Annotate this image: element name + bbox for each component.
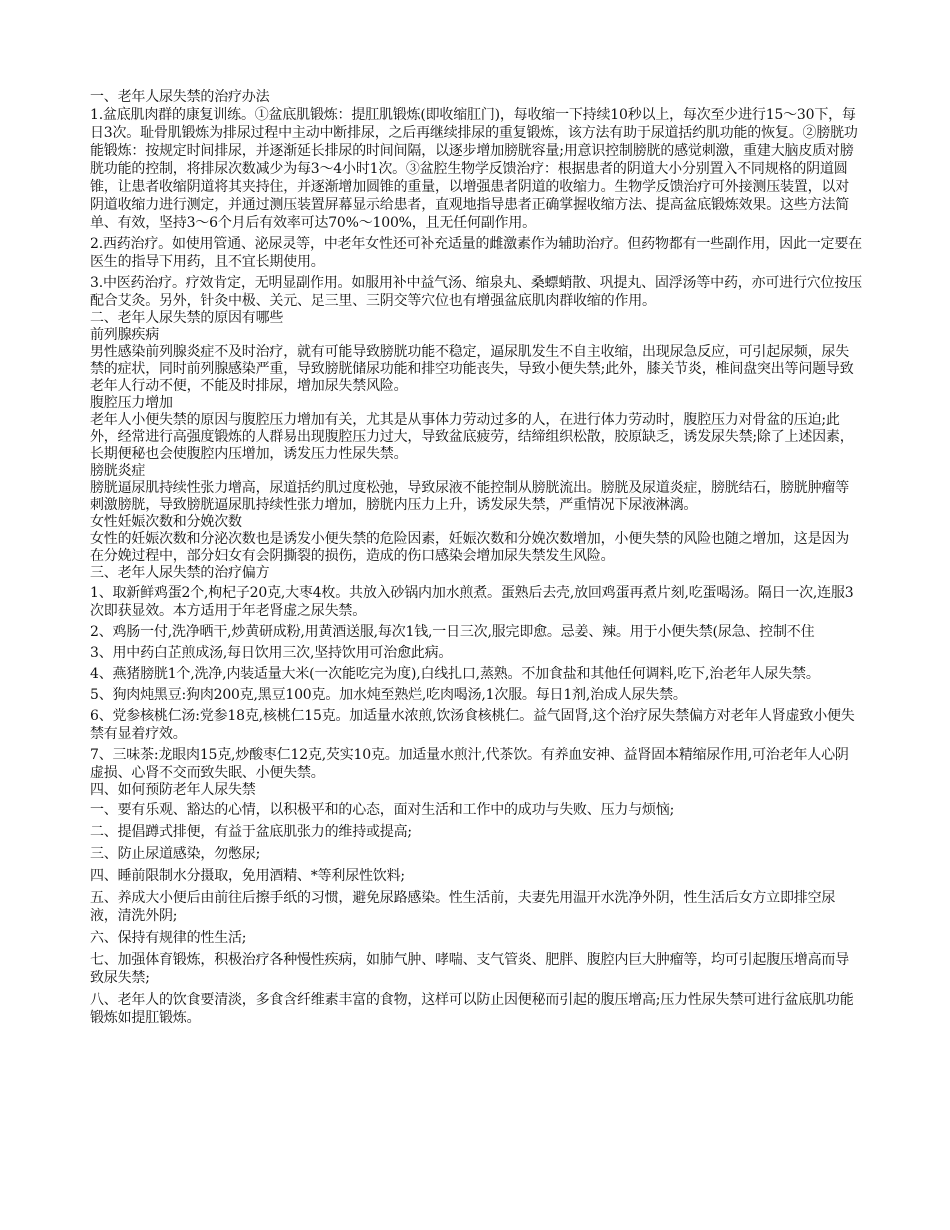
prostate-paragraph: 男性感染前列腺炎症不及时治疗，就有可能导致膀胱功能不稳定，逼尿肌发生不自主收缩，出现尿急反应，可引起尿频，尿失禁的症状，同时前列腺感染严重，导致膀胱储尿功能和排空功能丧失，导致小便失禁;此外，膝关节炎，椎间盘突出等问题导致老年人行动不便，不能及时排尿，增加尿失禁风险。 (90, 344, 854, 394)
prevention-1: 一、要有乐观、豁达的心情，以积极平和的心态，面对生活和工作中的成功与失败、压力与烦恼; (90, 802, 675, 818)
cystitis-paragraph: 膀胱逼尿肌持续性张力增高，尿道括约肌过度松弛，导致尿液不能控制从膀胱流出。膀胱及尿道炎症，膀胱结石，膀胱肿瘤等刺激膀胱，导致膀胱逼尿肌持续性张力增加，膀胱内压力上升，诱发尿失禁，严重情况下尿液淋漓。 (90, 480, 849, 513)
remedy-5: 5、狗肉炖黑豆:狗肉200克,黑豆100克。加水炖至熟烂,吃肉喝汤,1次服。每日1剂,治成人尿失禁。 (90, 687, 687, 703)
remedy-1: 1、取新鲜鸡蛋2个,枸杞子20克,大枣4枚。共放入砂锅内加水煎煮。蛋熟后去壳,放回鸡蛋再煮片刻,吃蛋喝汤。隔日一次,连服3次即获显效。本方适用于年老肾虚之尿失禁。 (90, 585, 854, 619)
pregnancy-heading: 女性妊娠次数和分娩次数 (90, 514, 242, 530)
abdominal-pressure-paragraph: 老年人小便失禁的原因与腹腔压力增加有关，尤其是从事体力劳动过多的人，在进行体力劳动时，腹腔压力对骨盆的压迫;此外，经常进行高强度锻炼的人群易出现腹腔压力过大，导致盆底疲劳，结缔组织松散，胶原缺乏，诱发尿失禁;除了上述因素，长期便秘也会使腹腔内压增加，诱发压力性尿失禁。 (90, 412, 854, 462)
remedy-6: 6、党参核桃仁汤:党参18克,核桃仁15克。加适量水浓煎,饮汤食核桃仁。益气固肾,这个治疗尿失禁偏方对老年人肾虚致小便失禁有显着疗效。 (90, 708, 855, 742)
prevention-2: 二、提倡蹲式排便，有益于盆底肌张力的维持或提高; (90, 824, 412, 840)
section-4-heading: 四、如何预防老年人尿失禁 (90, 782, 256, 798)
cystitis-heading: 膀胱炎症 (90, 463, 146, 479)
chinese-medicine-paragraph: 3.中医药治疗。疗效肯定，无明显副作用。如服用补中益气汤、缩泉丸、桑螵蛸散、巩提丸、固浮汤等中药，亦可进行穴位按压配合艾灸。另外，针灸中极、关元、足三里、三阴交等穴位也有增强盆底肌肉群收缩的作用。 (90, 275, 862, 309)
prevention-7: 七、加强体育锻炼，积极治疗各种慢性疾病，如肺气肿、哮喘、支气管炎、肥胖、腹腔内巨大肿瘤等，均可引起腹压增高而导致尿失禁; (90, 952, 849, 986)
western-medicine-paragraph: 2.西药治疗。如使用管通、泌尿灵等，中老年女性还可补充适量的雌激素作为辅助治疗。但药物都有一些副作用，因此一定要在医生的指导下用药，且不宜长期使用。 (90, 236, 862, 270)
section-1-heading: 一、老年人尿失禁的治疗办法 (90, 89, 270, 105)
remedy-2: 2、鸡肠一付,洗净晒干,炒黄研成粉,用黄酒送服,每次1钱,一日三次,服完即愈。忌姜、辣。用于小便失禁(尿急、控制不住 (90, 624, 815, 640)
pelvic-floor-training-paragraph: 1.盆底肌肉群的康复训练。①盆底肌锻炼：提肛肌锻炼(即收缩肛门)，每收缩一下持续10秒以上，每次至少进行15～30下，每日3次。耻骨肌锻炼为排尿过程中主动中断排尿，之后再继续排尿的重复锻炼，该方法有助于尿道括约肌功能的恢复。②膀胱功能锻炼：按规定时间排尿，并逐渐延长排尿的时间间隔，以逐步增加膀胱容量;用意识控制膀胱的感觉刺激，重建大脑皮质对膀胱功能的控制，将排尿次数减少为每3～4小时1次。③盆腔生物学反馈治疗：根据患者的阴道大小分别置入不同规格的阴道圆锥，让患者收缩阴道将其夹持住，并逐渐增加圆锥的重量，以增强患者阴道的收缩力。生物学反馈治疗可外接测压装置，以对阴道收缩力进行测定，并通过测压装置屏幕显示给患者，直观地指导患者正确掌握收缩方法、提高盆底锻炼效果。这些方法简单、有效，坚持3～6个月后有效率可达70%～100%，且无任何副作用。 (90, 107, 858, 231)
section-2-heading: 二、老年人尿失禁的原因有哪些 (90, 310, 284, 326)
prevention-3: 三、防止尿道感染，勿憋尿; (90, 846, 261, 862)
prevention-6: 六、保持有规律的性生活; (90, 930, 247, 946)
prevention-4: 四、睡前限制水分摄取，免用酒精、*等利尿性饮料; (90, 868, 405, 884)
prevention-8: 八、老年人的饮食要清淡，多食含纤维素丰富的食物，这样可以防止因便秘而引起的腹压增高;压力性尿失禁可进行盆底肌功能锻炼如提肛锻炼。 (90, 992, 854, 1026)
prostate-heading: 前列腺疾病 (90, 327, 159, 343)
pregnancy-paragraph: 女性的妊娠次数和分泌次数也是诱发小便失禁的危险因素，妊娠次数和分娩次数增加，小便失禁的风险也随之增加，这是因为在分娩过程中，部分妇女有会阴撕裂的损伤，造成的伤口感染会增加尿失禁发生风险。 (90, 531, 849, 564)
remedy-7: 7、三味茶:龙眼肉15克,炒酸枣仁12克,芡实10克。加适量水煎汁,代茶饮。有养血安神、益肾固本精缩尿作用,可治老年人心阴虚损、心肾不交而致失眠、小便失禁。 (90, 747, 849, 781)
prevention-5: 五、养成大小便后由前往后擦手纸的习惯，避免尿路感染。性生活前，夫妻先用温开水洗净外阴，性生活后女方立即排空尿液，清洗外阴; (90, 890, 836, 924)
remedy-3: 3、用中药白芷煎成汤,每日饮用三次,坚持饮用可治愈此病。 (90, 645, 453, 661)
section-3-heading: 三、老年人尿失禁的治疗偏方 (90, 565, 270, 581)
remedy-4: 4、燕猪膀胱1个,洗净,内装适量大米(一次能吃完为度),白线扎口,蒸熟。不加食盐和其他任何调料,吃下,治老年人尿失禁。 (90, 666, 820, 682)
abdominal-pressure-heading: 腹腔压力增加 (90, 395, 173, 411)
